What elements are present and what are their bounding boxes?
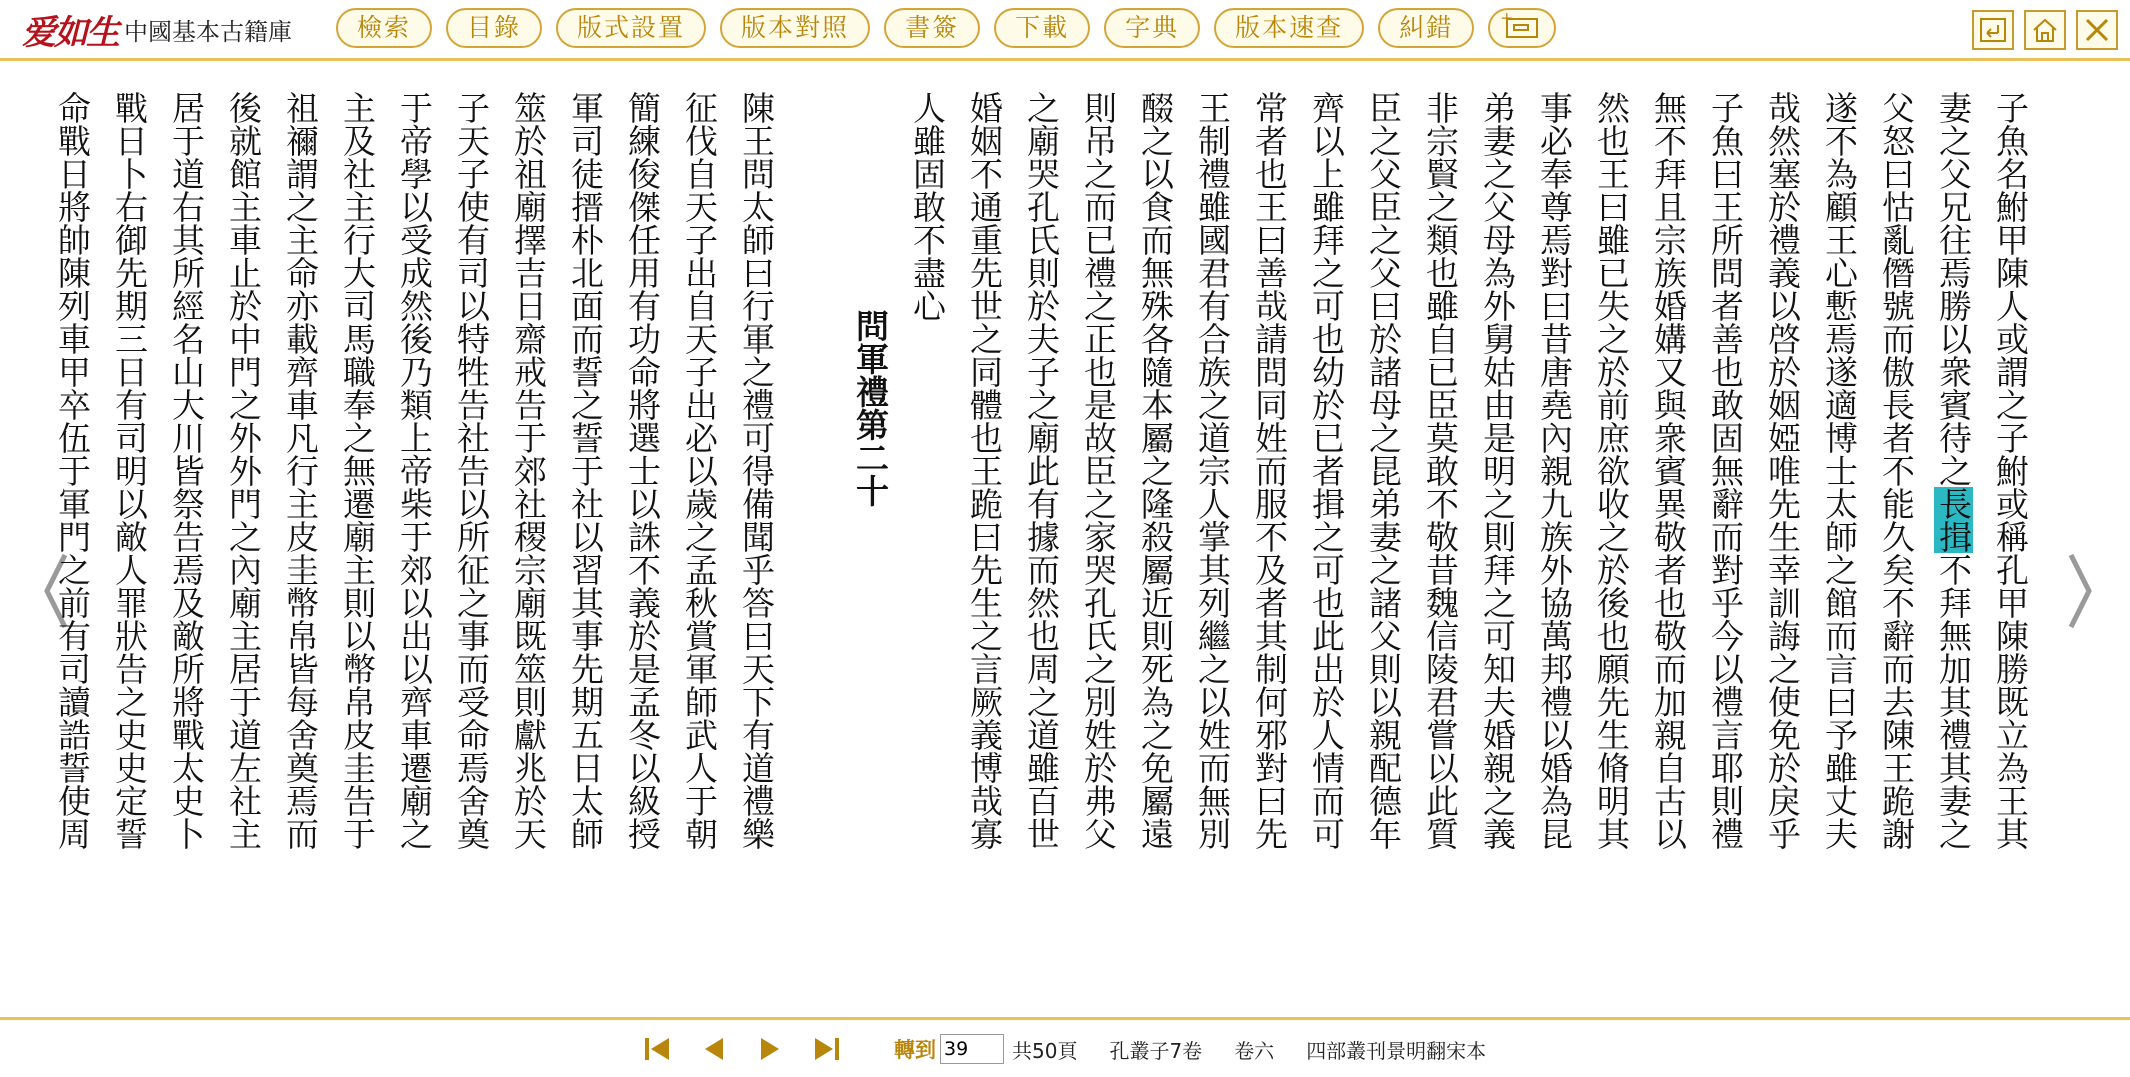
close-button[interactable]: [2076, 10, 2118, 50]
text-column: 子魚曰王所問者善也敢固無辭而對乎今以禮言耶則禮: [1706, 91, 1745, 850]
text-column: 子天子使有司以特牲告社告以所征之事而受命焉舍奠: [452, 91, 491, 850]
home-button[interactable]: [2024, 10, 2066, 50]
text-column: 戰日卜右御先期三日有司明以敵人罪狀告之史史定誓: [110, 91, 149, 850]
text-column: 父怒曰怙亂僭號而傲長者不能久矣不辭而去陳王跪謝: [1877, 91, 1916, 850]
total-pages: 共50頁: [1012, 1038, 1078, 1063]
triangle-right-icon: [755, 1036, 785, 1062]
text-column: 醊之以食而無殊各隨本屬之隆殺屬近則死為之免屬遠: [1136, 91, 1175, 850]
edition-label: 四部叢刊景明翻宋本: [1306, 1038, 1487, 1063]
text-column: 非宗賢之類也雖自已臣莫敢不敬昔魏信陵君嘗以此質: [1421, 91, 1460, 850]
brand: [22, 6, 292, 52]
edition-compare-button[interactable]: 版本對照: [720, 8, 870, 48]
text-column: 婚姻不通重先世之同體也王跪曰先生之言厥義博哉寡: [965, 91, 1004, 850]
pager: [640, 1034, 1486, 1064]
text-column: 弟妻之父母為外舅姑由是明之則拜之可知夫婚親之義: [1478, 91, 1517, 850]
text-column: 齊以上雖拜之可也幼於已者揖之可也此出於人情而可: [1307, 91, 1346, 850]
correction-button[interactable]: 糾錯: [1378, 8, 1474, 48]
text-segment: 不拜無加其禮其妻之: [1934, 553, 1973, 850]
edition-lookup-button[interactable]: 版本速查: [1214, 8, 1364, 48]
brand-logo: 爱如生: [22, 12, 118, 53]
text-column: 主及社主行大司馬職奉之無遷廟主則以幣帛皮圭告于: [338, 91, 377, 850]
text-column: 簡練俊傑任用有功命將選士以誅不義於是孟冬以級授: [623, 91, 662, 850]
catalog-button[interactable]: 目錄: [446, 8, 542, 48]
chapter-title: 問軍禮第二十: [851, 309, 890, 507]
page-number-input[interactable]: [940, 1034, 1004, 1064]
volume-label: 卷六: [1234, 1038, 1275, 1063]
text-column: 陳王問太師曰行軍之禮可得備聞乎答曰天下有道禮樂: [737, 91, 776, 850]
next-page-button[interactable]: [752, 1034, 788, 1064]
download-button[interactable]: 下載: [994, 8, 1090, 48]
text-column: 居于道右其所經名山大川皆祭告焉及敵所將戰太史卜: [167, 91, 206, 850]
return-icon: [1978, 16, 2008, 44]
text-column: 然也王曰雖已失之於前庶欲收之於後也願先生脩明其: [1592, 91, 1631, 850]
first-page-icon: [643, 1036, 673, 1062]
text-column: 子魚名鮒甲陳人或謂之子鮒或稱孔甲陳勝既立為王其: [1991, 91, 2030, 850]
search-button[interactable]: 檢索: [336, 8, 432, 48]
previous-page-button[interactable]: [696, 1034, 732, 1064]
home-icon: [2030, 16, 2060, 44]
main-nav: [336, 6, 1556, 50]
first-page-button[interactable]: [640, 1034, 676, 1064]
text-column: 無不拜且宗族婚媾又與衆賓異敬者也敬而加親自古以: [1649, 91, 1688, 850]
top-toolbar: [0, 0, 2130, 58]
text-column: 後就館主車止於中門之外外門之內廟主居于道左社主: [224, 91, 263, 850]
vertical-text-area: [53, 91, 2030, 1031]
text-column: [1929, 91, 1973, 850]
dictionary-button[interactable]: 字典: [1104, 8, 1200, 48]
plus-icon: +: [1500, 8, 1516, 27]
text-column: 征伐自天子出自天子出必以歲之孟秋賞軍師武人于朝: [680, 91, 719, 850]
close-icon: [2082, 16, 2112, 44]
screen-icon: [1506, 18, 1538, 38]
last-page-button[interactable]: [808, 1034, 844, 1064]
text-column: 命戰日將帥陳列車甲卒伍于軍門之前有司讀誥誓使周: [53, 91, 92, 850]
text-column: 則吊之而已禮之正也是故臣之家哭孔氏之別姓於弗父: [1079, 91, 1118, 850]
book-title: 孔叢子7卷: [1109, 1038, 1203, 1063]
text-column: 哉然塞於禮義以啓於姻婭唯先生幸訓誨之使免於戾乎: [1763, 91, 1802, 850]
next-page-arrow[interactable]: [2060, 536, 2100, 646]
text-column: 遂不為顧王心慙焉遂適博士太師之館而言曰予雖丈夫: [1820, 91, 1859, 850]
highlighted-term[interactable]: 長揖: [1934, 487, 1973, 553]
window-controls: [1972, 10, 2118, 50]
add-screen-button[interactable]: [1488, 8, 1556, 48]
text-column: 于帝學以受成然後乃類上帝柴于郊以出以齊車遷廟之: [395, 91, 434, 850]
text-column: 筮於祖廟擇吉日齋戒告于郊社稷宗廟既筮則獻兆於天: [509, 91, 548, 850]
layout-settings-button[interactable]: 版式設置: [556, 8, 706, 48]
text-column: 人雖固敢不盡心: [908, 91, 947, 322]
back-button[interactable]: [1972, 10, 2014, 50]
text-column: 祖禰謂之主命亦載齊車凡行主皮圭幣帛皆每舍奠焉而: [281, 91, 320, 850]
triangle-left-icon: [699, 1036, 729, 1062]
text-column: 臣之父臣之父曰於諸母之昆弟妻之諸父則以親配德年: [1364, 91, 1403, 850]
text-column: 王制禮雖國君有合族之道宗人掌其列繼之以姓而無別: [1193, 91, 1232, 850]
last-page-icon: [811, 1036, 841, 1062]
goto-label[interactable]: 轉到: [894, 1038, 936, 1062]
text-column: 常者也王曰善哉請問同姓而服不及者其制何邪對曰先: [1250, 91, 1289, 850]
text-column: 之廟哭孔氏則於夫子之廟此有據而然也周之道雖百世: [1022, 91, 1061, 850]
chevron-right-icon: [2065, 551, 2095, 631]
reader-frame: [0, 58, 2130, 1020]
bookmark-button[interactable]: 書簽: [884, 8, 980, 48]
text-column: 軍司徒搢朴北面而誓之誓于社以習其事先期五日太師: [566, 91, 605, 850]
text-column: 事必奉尊焉對曰昔唐堯內親九族外協萬邦禮以婚為昆: [1535, 91, 1574, 850]
text-segment: 妻之父兄往焉勝以衆賓待之: [1934, 91, 1973, 487]
brand-name: 中國基本古籍庫: [124, 17, 292, 46]
bottom-pager-bar: [0, 1020, 2130, 1077]
